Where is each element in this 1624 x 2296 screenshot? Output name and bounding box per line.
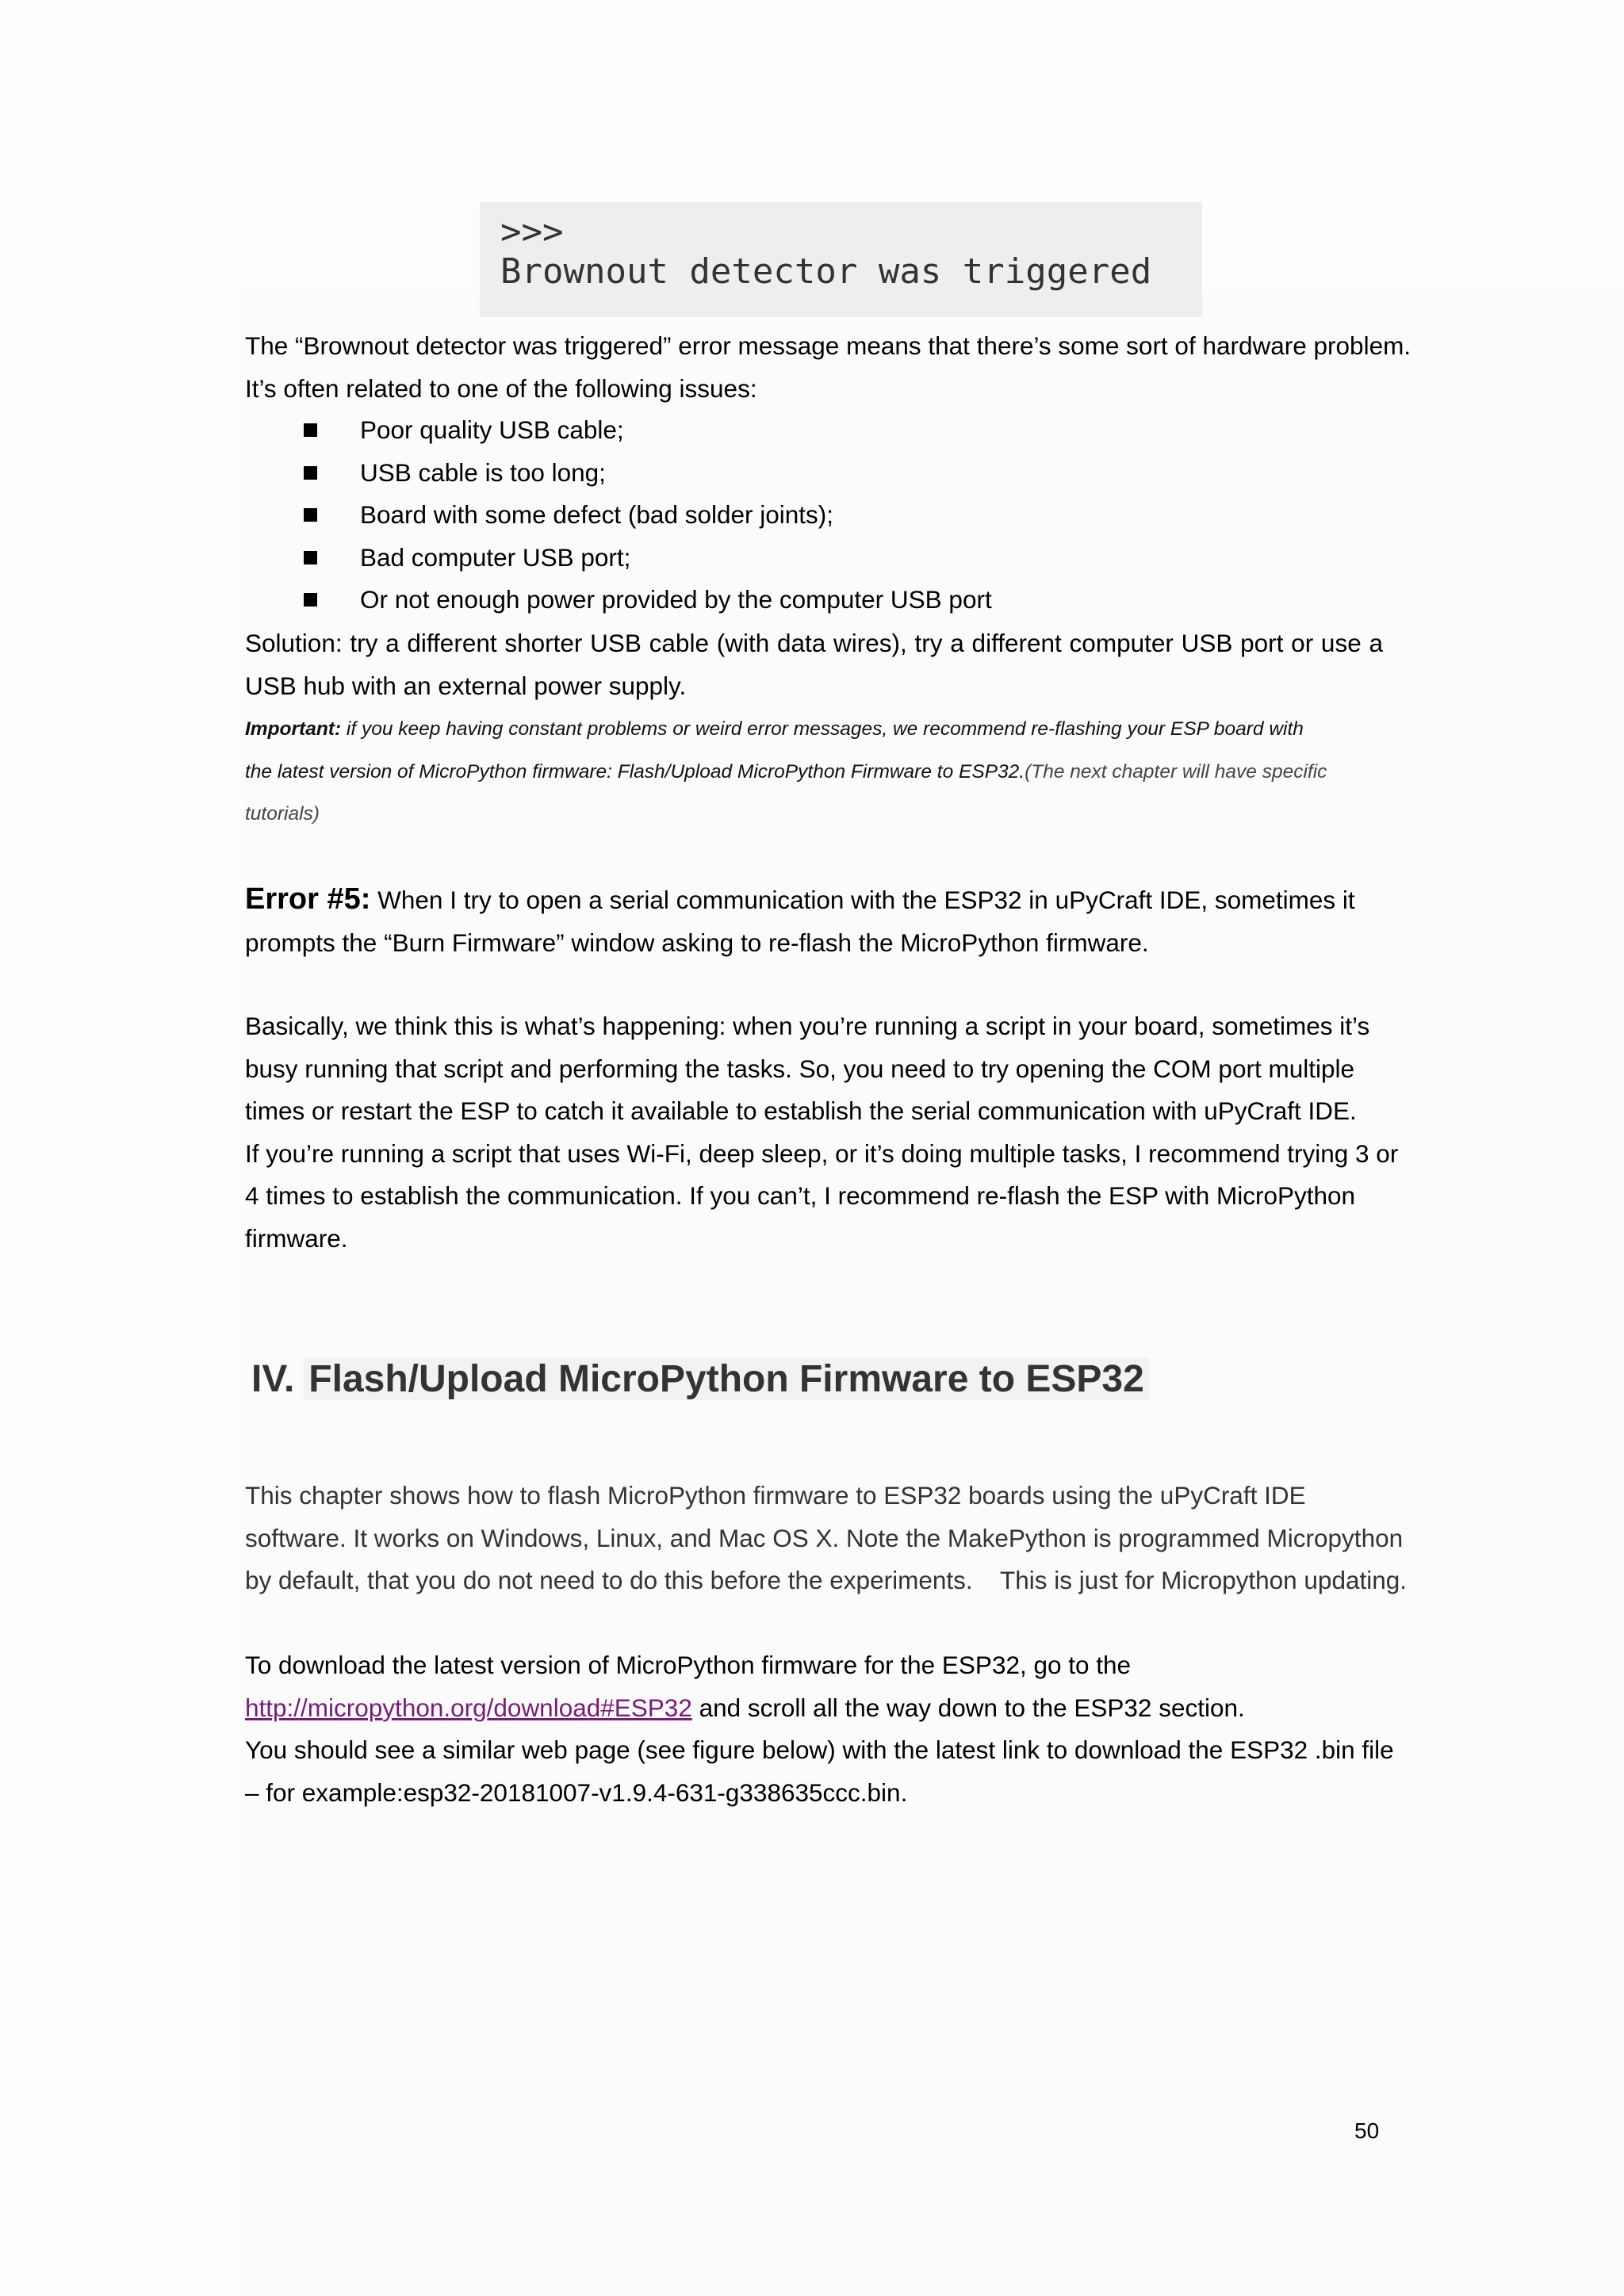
section-heading [251,1357,1149,1401]
square-bullet-icon [304,551,317,564]
download-line-2-tail: and scroll all the way down to the ESP32 section. [691,1693,1245,1722]
list-item-text: USB cable is too long; [360,457,606,487]
error5-line-1: When I try to open a serial communication with the ESP32 in uPyCraft IDE, sometimes it [370,886,1355,914]
square-bullet-icon [304,508,317,522]
solution-paragraph [245,622,1383,707]
square-bullet-icon [304,593,317,607]
chapter-intro-line-3: by default, that you do not need to do this before the experiments. This is just for Micropython updating. [245,1566,1408,1595]
list-item-text: Bad computer USB port; [360,542,631,572]
error5-paragraph [245,878,1383,964]
console-screenshot [480,202,1202,317]
section-number: IV. [251,1358,295,1400]
list-item [245,409,992,452]
error5-label: Error #5: [245,882,371,916]
explain-line-1: Basically, we think this is what’s happening: when you’re running a script in your board, sometimes it’s [245,1012,1370,1040]
solution-line-1: Solution: try a different shorter USB cable (with data wires), try a different computer USB port or use a [245,629,1383,657]
chapter-intro-line-1: This chapter shows how to flash MicroPython firmware to ESP32 boards using the uPyCraft IDE [245,1481,1306,1510]
intro-line-1: The “Brownout detector was triggered” error message means that there’s some sort of hardware problem. [245,331,1411,360]
list-item [245,452,992,495]
list-item-text: Poor quality USB cable; [360,415,624,444]
square-bullet-icon [304,466,317,480]
solution-line-2: USB hub with an external power supply. [245,671,687,700]
list-item-text: Board with some defect (bad solder joints); [360,500,834,530]
download-line-4: – for example:esp32-20181007-v1.9.4-631-g338635ccc.bin. [245,1777,908,1807]
explain-line-4: If you’re running a script that uses Wi-Fi, deep sleep, or it’s doing multiple tasks, I recommend trying 3 or [245,1138,1399,1168]
important-note [245,708,1387,836]
section-title: Flash/Upload MicroPython Firmware to ESP32 [304,1358,1149,1400]
intro-paragraph [245,325,1411,410]
list-item-text: Or not enough power provided by the computer USB port [360,585,992,614]
explain-line-2: busy running that script and performing the tasks. So, you need to try opening the COM port multiple [245,1054,1354,1083]
important-line-2-tail: (The next chapter will have specific [1025,760,1327,783]
intro-line-2: It’s often related to one of the following issues: [245,373,757,403]
issues-list [245,409,992,622]
list-item [245,579,992,622]
explain-line-3: times or restart the ESP to catch it available to establish the serial communication with uPyCraft IDE. [245,1096,1357,1126]
chapter-intro-line-2: software. It works on Windows, Linux, and Mac OS X. Note the MakePython is programmed Micropython [245,1523,1404,1552]
console-error-message: Brownout detector was triggered [500,251,1152,292]
console-prompt: >>> [500,212,564,252]
explain-line-6: firmware. [245,1223,348,1253]
important-label: Important: [245,718,342,740]
list-item [245,537,992,580]
download-paragraph [245,1644,1394,1814]
download-line-3: You should see a similar web page (see figure below) with the latest link to download the ESP32 .bin file [245,1735,1394,1765]
important-line-2: the latest version of MicroPython firmware: Flash/Upload MicroPython Firmware to ESP32. [245,760,1025,783]
square-bullet-icon [304,423,317,437]
explain-line-5: 4 times to establish the communication. If you can’t, I recommend re-flash the ESP with MicroPython [245,1181,1356,1211]
error5-line-2: prompts the “Burn Firmware” window asking to re-flash the MicroPython firmware. [245,928,1149,957]
explanation-paragraph [245,1005,1399,1261]
download-line-1: To download the latest version of MicroPython firmware for the ESP32, go to the [245,1651,1132,1679]
micropython-download-link[interactable]: http://micropython.org/download#ESP32 [245,1693,692,1722]
important-line-3: tutorials) [245,803,320,825]
page-number: 50 [1354,2118,1380,2143]
list-item [245,494,992,537]
important-line-1: if you keep having constant problems or weird error messages, we recommend re-flashing your ESP board with [341,718,1304,740]
chapter-intro-paragraph [245,1475,1408,1602]
